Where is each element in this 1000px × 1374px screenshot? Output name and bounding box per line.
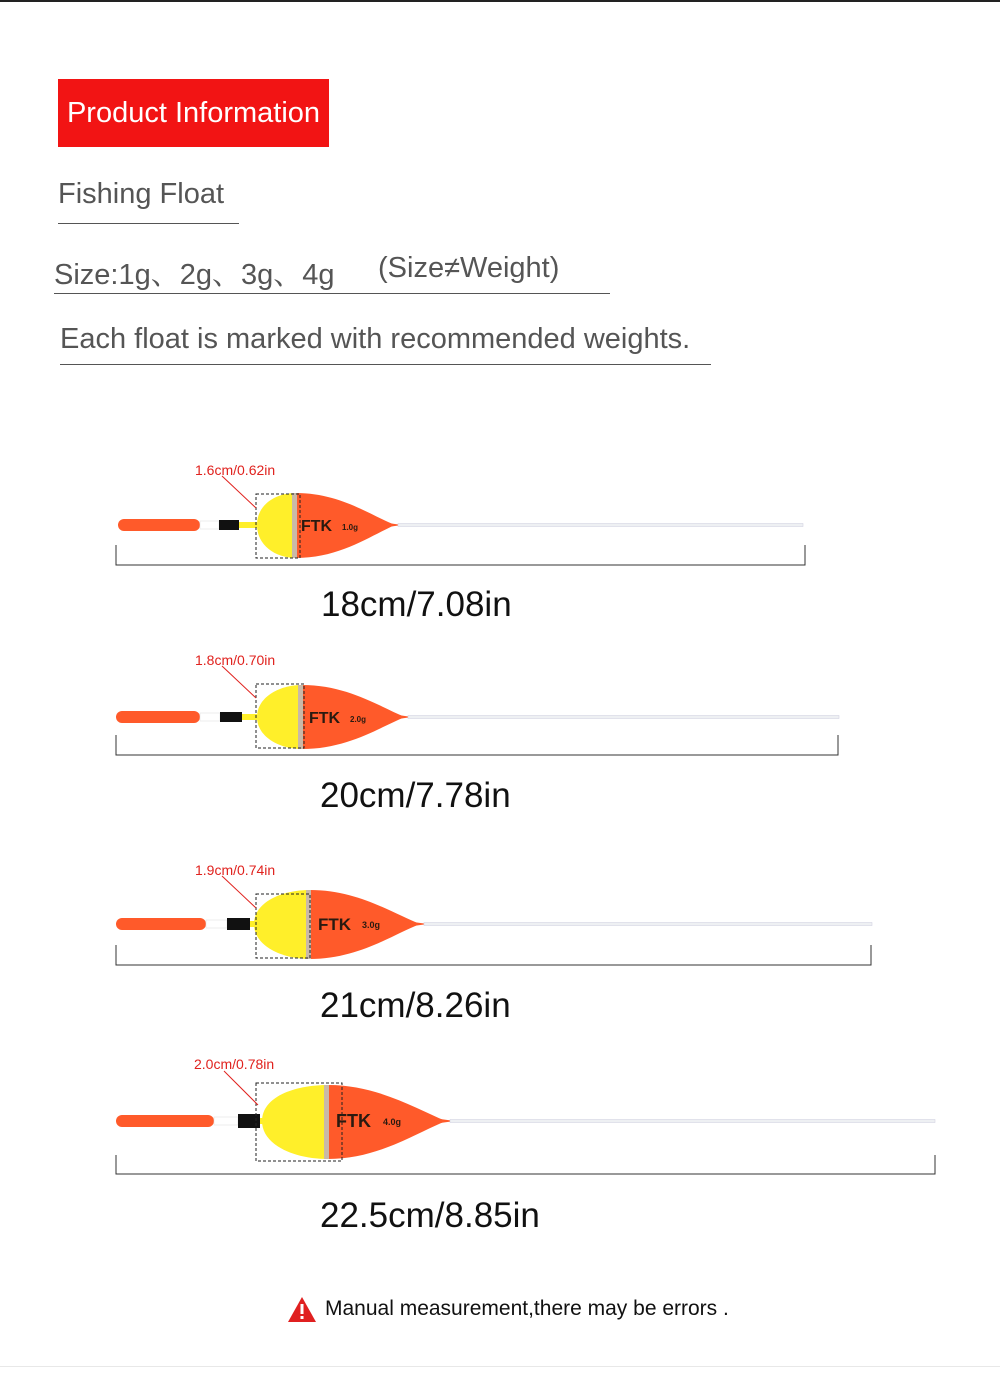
length-label: 22.5cm/8.85in <box>320 1196 540 1235</box>
measurement-note <box>287 1293 729 1325</box>
float-drawing-1 <box>0 460 1000 580</box>
diameter-label: 1.8cm/0.70in <box>195 652 276 668</box>
length-label: 21cm/8.26in <box>320 986 511 1025</box>
diameter-label: 2.0cm/0.78in <box>194 1056 275 1072</box>
length-bracket <box>116 945 871 965</box>
product-name <box>58 178 239 224</box>
diameter-pointer <box>222 476 256 508</box>
length-bracket <box>116 735 838 755</box>
marking-note-text: Each float is marked with recommended weights. <box>60 323 691 355</box>
top-divider <box>0 0 1000 2</box>
product-name-text: Fishing Float <box>58 178 225 210</box>
size-options: Size:1g、2g、3g、4g <box>54 259 335 291</box>
brand-text: FTK <box>336 1111 371 1131</box>
diameter-pointer <box>222 666 256 698</box>
float-drawing-2 <box>0 650 1000 770</box>
size-note: (Size≠Weight) <box>378 252 560 284</box>
brand-text: FTK <box>309 710 341 727</box>
length-label: 20cm/7.78in <box>320 776 511 815</box>
length-bracket <box>116 545 805 565</box>
marking-note <box>60 323 711 365</box>
measurement-note-text: Manual measurement,there may be errors . <box>325 1297 729 1320</box>
diameter-pointer <box>222 876 256 908</box>
marking-underline <box>60 364 711 365</box>
size-line <box>54 252 610 294</box>
section-title-badge: Product Information <box>58 79 329 147</box>
brand-text: FTK <box>318 915 352 934</box>
length-bracket <box>116 1155 935 1174</box>
weight-text: 3.0g <box>362 920 381 930</box>
diameter-pointer <box>224 1071 258 1105</box>
warning-triangle-icon <box>287 1296 317 1323</box>
weight-text: 1.0g <box>342 523 359 532</box>
length-label: 18cm/7.08in <box>321 585 512 624</box>
bottom-divider <box>0 1366 1000 1367</box>
diameter-label: 1.6cm/0.62in <box>195 462 276 478</box>
weight-text: 4.0g <box>383 1117 402 1127</box>
brand-text: FTK <box>301 518 333 535</box>
float-drawing-3 <box>0 860 1000 980</box>
float-drawing-4 <box>0 1055 1000 1185</box>
diameter-label: 1.9cm/0.74in <box>195 862 276 878</box>
size-underline <box>54 293 610 294</box>
weight-text: 2.0g <box>350 715 367 724</box>
product-name-underline <box>58 223 239 224</box>
